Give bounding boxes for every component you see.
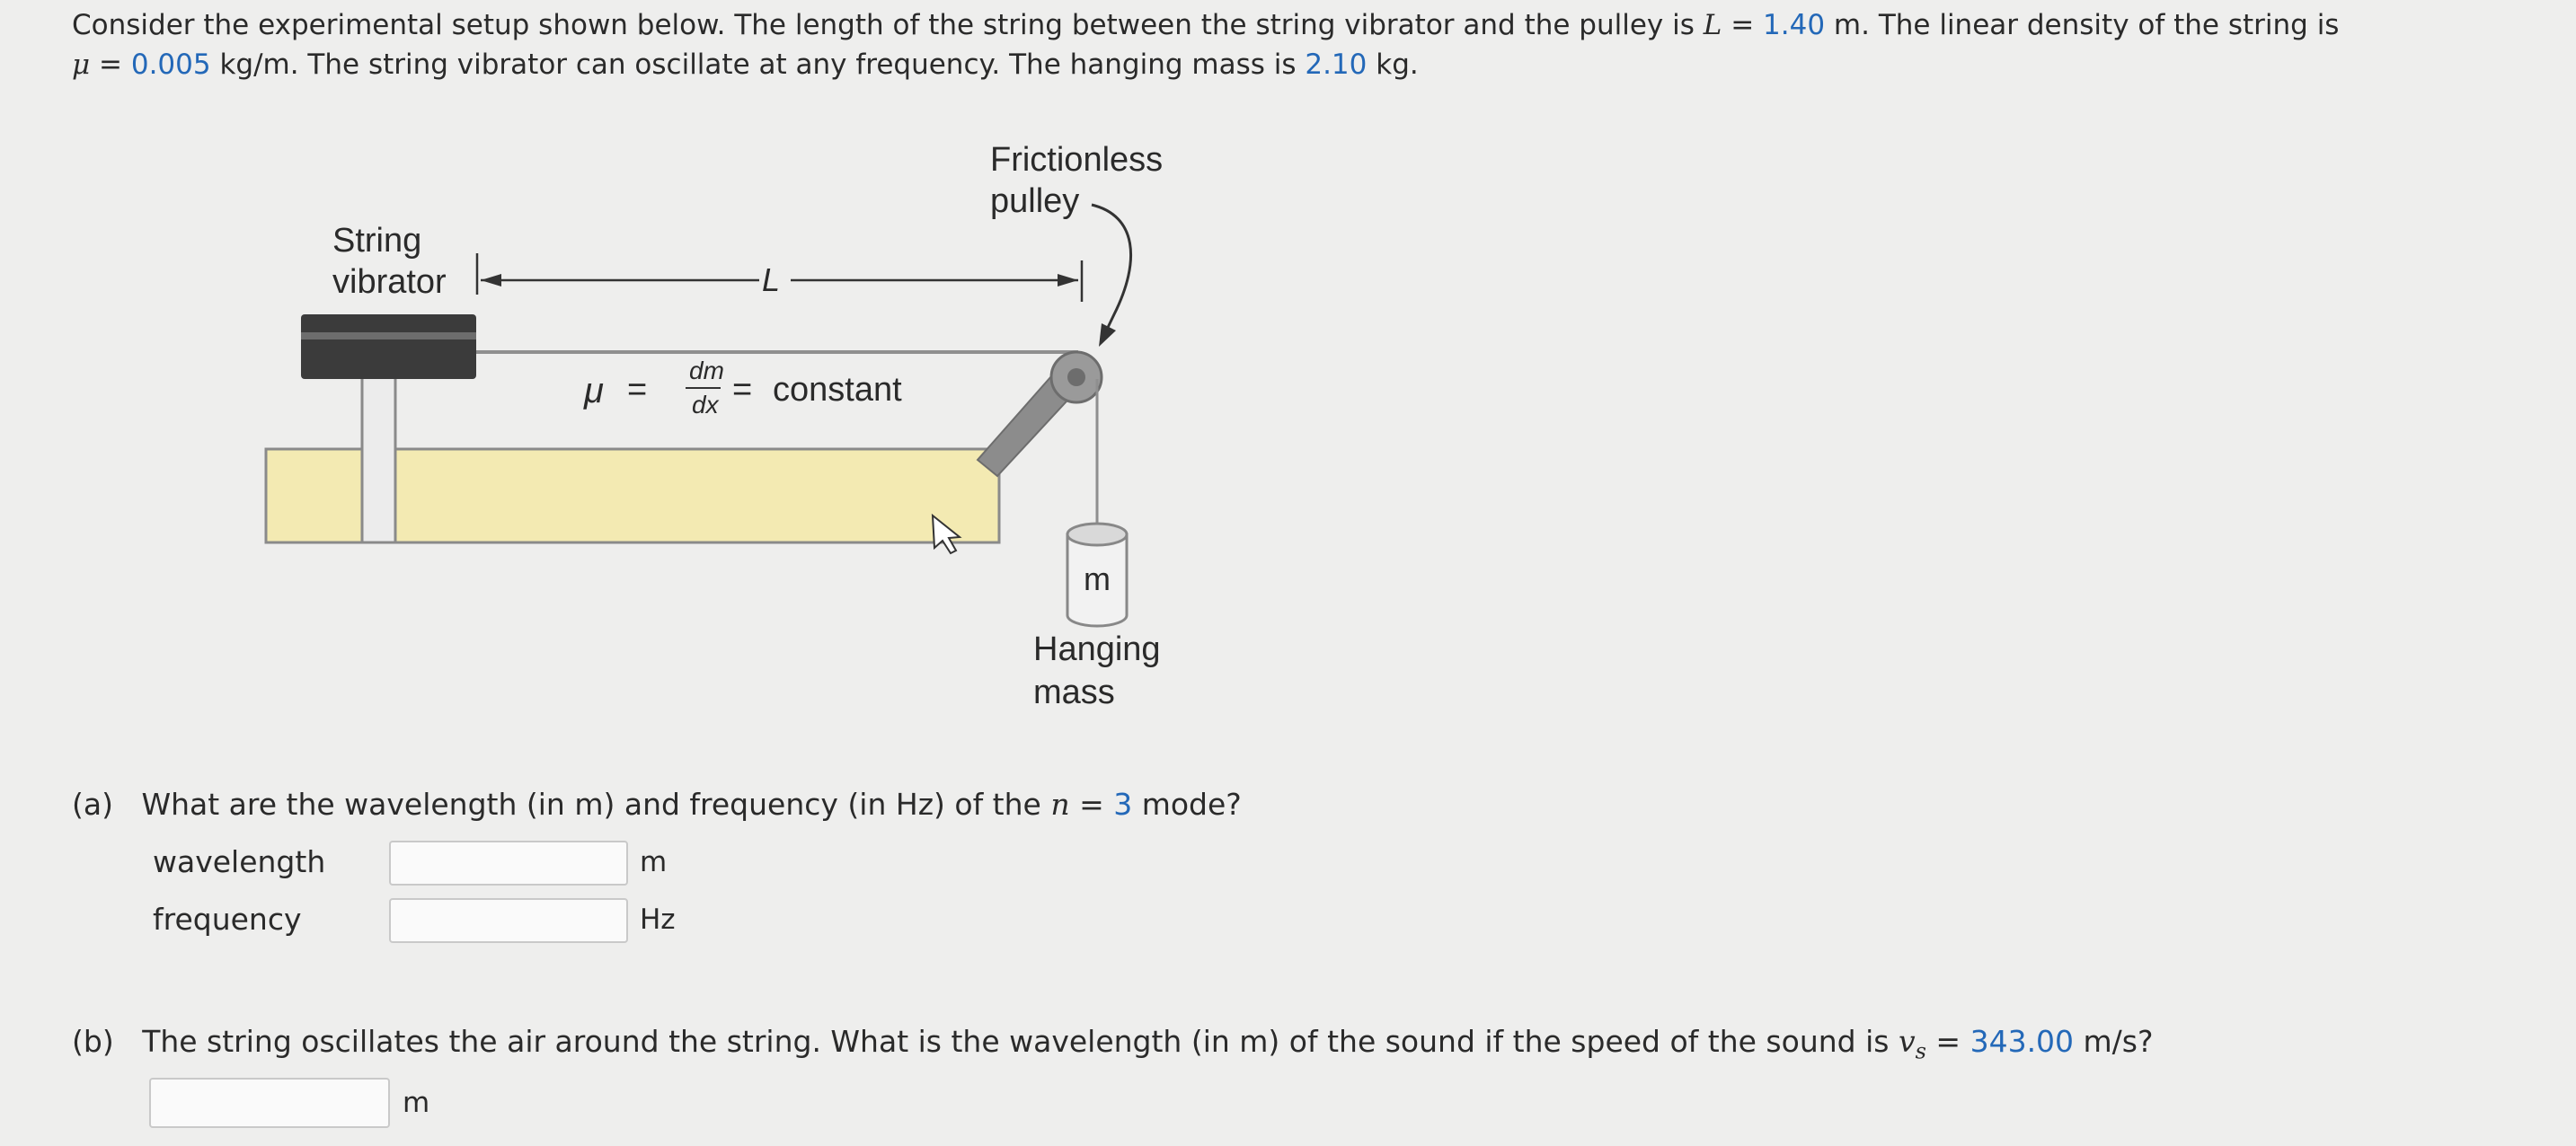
frictionless-label: Frictionless xyxy=(990,141,1164,179)
wavelength-unit: m xyxy=(640,846,668,878)
equals-sign-1: = xyxy=(627,371,648,409)
mu-value: 0.005 xyxy=(130,48,211,81)
vibrator-stripe xyxy=(301,332,476,339)
pulley-axle xyxy=(1067,368,1085,386)
equals: = xyxy=(1069,787,1114,822)
sound-wavelength-input[interactable] xyxy=(149,1078,390,1128)
equals: = xyxy=(1722,9,1764,41)
length-label: L xyxy=(762,261,781,298)
mass-unit: kg. xyxy=(1367,48,1419,81)
v-subscript: s xyxy=(1915,1038,1926,1064)
mass-symbol-label: m xyxy=(1084,560,1111,597)
part-a-text: What are the wavelength (in m) and frequency (in Hz) of the xyxy=(141,787,1051,822)
vibrator-label: vibrator xyxy=(332,263,447,301)
frequency-input[interactable] xyxy=(389,898,628,943)
length-value: 1.40 xyxy=(1763,9,1826,41)
sound-wavelength-unit: m xyxy=(403,1087,430,1119)
hanging-mass-top xyxy=(1067,524,1127,545)
equals: = xyxy=(1925,1024,1970,1059)
string-label: String xyxy=(332,222,422,260)
equals-sign-2: = xyxy=(732,371,753,409)
mass-label: mass xyxy=(1033,674,1115,711)
problem-statement-line-1 xyxy=(72,5,2339,45)
pulley-callout-arrowhead xyxy=(1099,323,1116,347)
part-b-tag: (b) xyxy=(72,1024,114,1059)
n-value: 3 xyxy=(1113,787,1133,822)
mu-label: μ xyxy=(584,371,604,410)
n-symbol: n xyxy=(1050,787,1070,822)
length-symbol: L xyxy=(1703,9,1722,41)
speed-unit: m/s? xyxy=(2074,1024,2154,1059)
frequency-unit: Hz xyxy=(640,904,676,936)
intro-text: Consider the experimental setup shown below. The length of the string between the string vibrator and the pulley is xyxy=(72,9,1704,41)
experimental-setup-figure xyxy=(252,126,1204,736)
pulley-callout-arrow xyxy=(1092,205,1131,337)
wavelength-input[interactable] xyxy=(389,841,628,886)
frequency-label: frequency xyxy=(153,902,302,937)
dm-label: dm xyxy=(689,357,724,384)
equals: = xyxy=(90,48,131,81)
length-unit: m. The linear density of the string is xyxy=(1825,9,2340,41)
mass-value: 2.10 xyxy=(1305,48,1368,81)
mu-symbol: μ xyxy=(72,48,91,81)
constant-label: constant xyxy=(773,371,902,409)
part-b-text: The string oscillates the air around the string. What is the wavelength (in m) of the sound if the speed of the sound is xyxy=(142,1024,1899,1059)
hanging-label: Hanging xyxy=(1033,630,1161,668)
length-arrowhead-right xyxy=(1058,274,1078,286)
v-symbol: v xyxy=(1898,1024,1916,1059)
part-b-question xyxy=(72,1022,2154,1071)
mu-unit-text: kg/m. The string vibrator can oscillate at any frequency. The hanging mass is xyxy=(210,48,1306,81)
part-a-tag: (a) xyxy=(72,787,113,822)
vibrator-head xyxy=(301,314,476,379)
part-a-text-end: mode? xyxy=(1132,787,1242,822)
problem-statement-line-2 xyxy=(72,45,1419,84)
speed-value: 343.00 xyxy=(1970,1024,2075,1059)
wavelength-label: wavelength xyxy=(153,844,326,879)
length-arrowhead-left xyxy=(481,274,501,286)
pulley-label: pulley xyxy=(990,182,1080,220)
part-a-question xyxy=(72,785,1242,824)
dx-label: dx xyxy=(692,391,719,419)
